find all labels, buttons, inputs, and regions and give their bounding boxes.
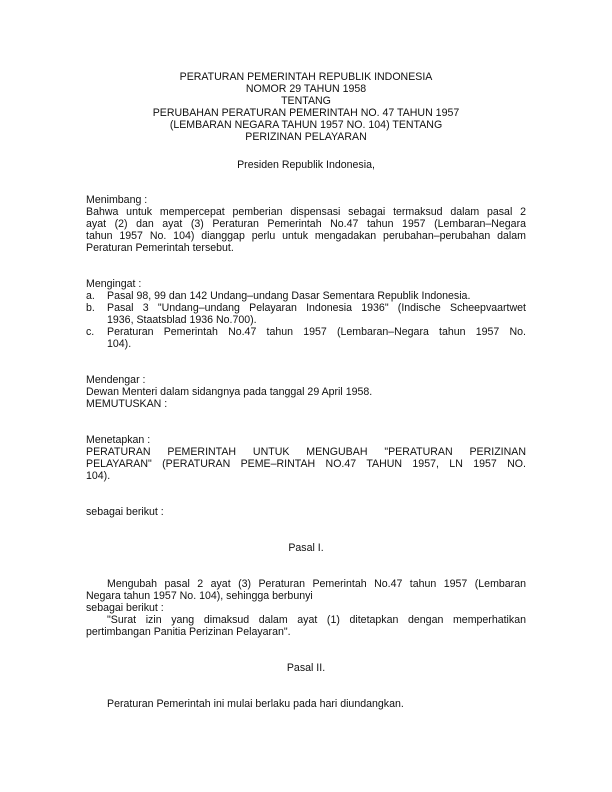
menetapkan-line: PERATURAN PEMERINTAH UNTUK MENGUBAH "PERATURAN PERIZINAN [86, 446, 526, 458]
memutuskan-heading: MEMUTUSKAN : [86, 398, 168, 410]
list-item: Pasal 3 "Undang–undang Pelayaran Indonesia 1936" (Indische Scheepvaartwet [107, 302, 526, 314]
list-item: Peraturan Pemerintah No.47 tahun 1957 (Lembaran–Negara tahun 1957 No. [107, 326, 526, 338]
menetapkan-line: 104). [86, 470, 111, 482]
list-marker: a. [86, 290, 95, 302]
list-marker: b. [86, 302, 95, 314]
list-item: Pasal 98, 99 dan 142 Undang–undang Dasar Sementara Republik Indonesia. [107, 290, 471, 302]
mengingat-heading: Mengingat : [86, 278, 142, 290]
pasal-2-heading: Pasal II. [286, 662, 326, 674]
follows-text: sebagai berikut : [86, 506, 164, 518]
title-line: PERATURAN PEMERINTAH REPUBLIK INDONESIA [179, 71, 433, 83]
pasal-1-quote: pertimbangan Panitia Perizinan Pelayaran". [86, 626, 291, 638]
list-item: 104). [107, 338, 132, 350]
pasal-2-text: Peraturan Pemerintah ini mulai berlaku pada hari diundangkan. [107, 698, 404, 710]
title-line: TENTANG [281, 95, 331, 107]
menetapkan-heading: Menetapkan : [86, 434, 151, 446]
mendengar-text: Dewan Menteri dalam sidangnya pada tanggal 29 April 1958. [86, 386, 373, 398]
pasal-1-line: Mengubah pasal 2 ayat (3) Peraturan Pemerintah No.47 tahun 1957 (Lembaran [107, 578, 526, 590]
mendengar-heading: Mendengar : [86, 374, 146, 386]
list-item: 1936, Staatsblad 1936 No.700). [107, 314, 257, 326]
title-line: PERIZINAN PELAYARAN [245, 131, 367, 143]
title-line: (LEMBARAN NEGARA TAHUN 1957 NO. 104) TENTANG [169, 119, 443, 131]
pasal-1-line: sebagai berikut : [86, 602, 164, 614]
title-line: PERUBAHAN PERATURAN PEMERINTAH NO. 47 TAHUN 1957 [152, 107, 460, 119]
title-line: NOMOR 29 TAHUN 1958 [245, 83, 367, 95]
menimbang-heading: Menimbang : [86, 194, 148, 206]
menimbang-line: ayat (2) dan ayat (3) Peraturan Pemerintah No.47 tahun 1957 (Lembaran–Negara [86, 218, 526, 230]
pasal-1-heading: Pasal I. [288, 542, 324, 554]
pasal-1-quote: "Surat izin yang dimaksud dalam ayat (1) ditetapkan dengan memperhatikan [107, 614, 526, 626]
list-marker: c. [86, 326, 95, 338]
menimbang-line: Bahwa untuk mempercepat pemberian dispensasi sebagai termaksud dalam pasal 2 [86, 206, 526, 218]
menetapkan-line: PELAYARAN" (PERATURAN PEME–RINTAH NO.47 TAHUN 1957, LN 1957 NO. [86, 458, 526, 470]
menimbang-line: Peraturan Pemerintah tersebut. [86, 242, 234, 254]
menimbang-line: tahun 1957 No. 104) dianggap perlu untuk mengadakan perubahan–perubahan dalam [86, 230, 526, 242]
pasal-1-line: Negara tahun 1957 No. 104), sehingga berbunyi [86, 590, 313, 602]
president-line: Presiden Republik Indonesia, [237, 159, 375, 171]
